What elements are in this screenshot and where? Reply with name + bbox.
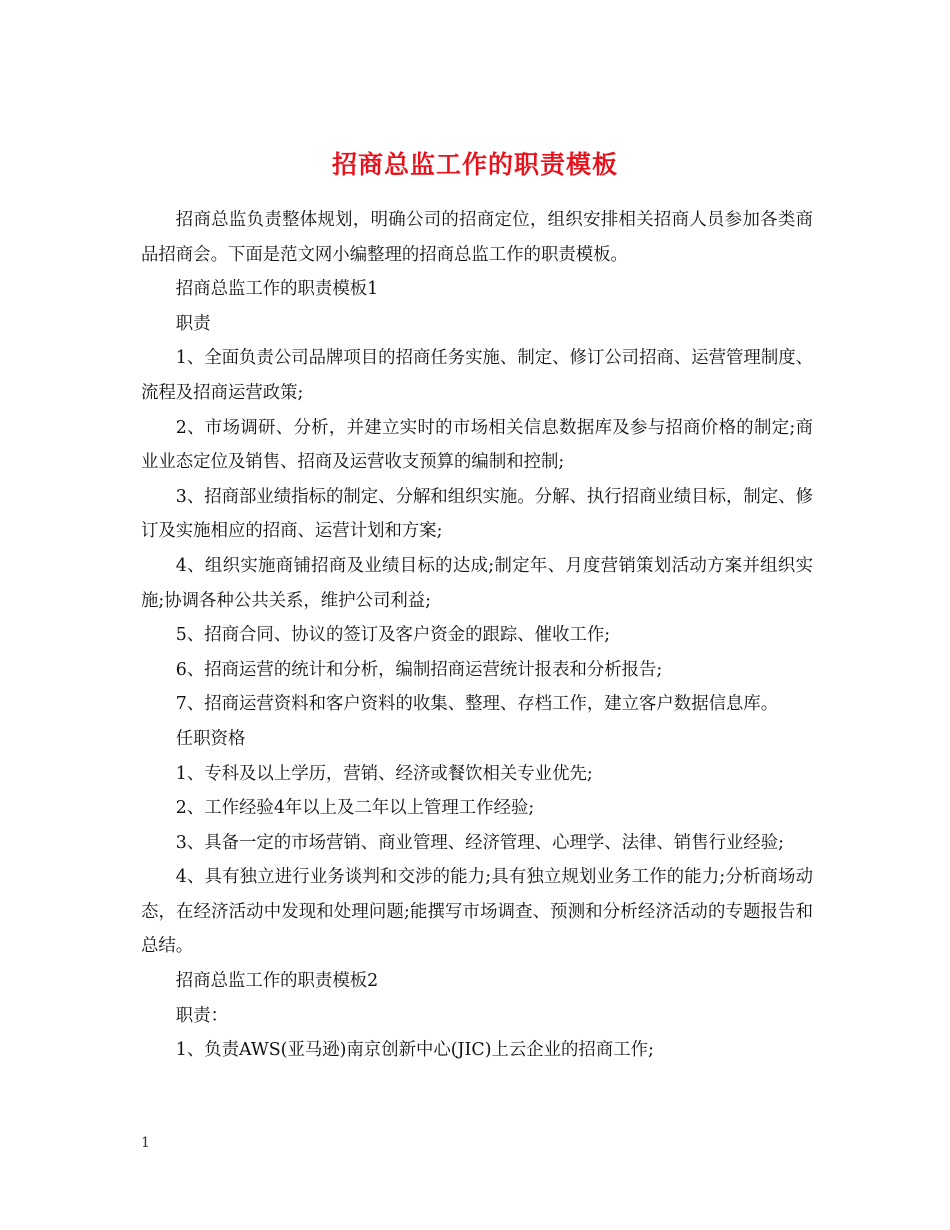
duty-item: 6、招商运营的统计和分析，编制招商运营统计报表和分析报告;	[175, 659, 663, 680]
duty-item: 4、组织实施商铺招商及业绩目标的达成;制定年、月度营销策划活动方案并组织实施;协调各种公共关系，维护公司利益;	[141, 555, 813, 611]
duty-item: 1、全面负责公司品牌项目的招商任务实施、制定、修订公司招商、运营管理制度、流程及招商运营政策;	[141, 348, 813, 403]
duty-item: 3、招商部业绩指标的制定、分解和组织实施。分解、执行招商业绩目标，制定、修订及实施相应的招商、运营计划和方案;	[141, 486, 813, 542]
document-body	[141, 203, 813, 1068]
section-heading-template-2: 招商总监工作的职责模板2	[175, 971, 379, 992]
qualification-item: 1、专科及以上学历，营销、经济或餐饮相关专业优先;	[175, 763, 593, 784]
qualification-item: 3、具备一定的市场营销、商业管理、经济管理、心理学、法律、销售行业经验;	[175, 832, 785, 853]
document-title: 招商总监工作的职责模板	[331, 149, 618, 179]
duty-item: 2、市场调研、分析，并建立实时的市场相关信息数据库及参与招商价格的制定;商业业态定位及销售、招商及运营收支预算的编制和控制;	[141, 417, 813, 473]
intro-paragraph: 招商总监负责整体规划，明确公司的招商定位，组织安排相关招商人员参加各类商品招商会。下面是范文网小编整理的招商总监工作的职责模板。	[141, 210, 813, 265]
duty-item: 1、负责AWS(亚马逊)南京创新中心(JIC)上云企业的招商工作;	[175, 1040, 654, 1061]
subheading-qualifications: 任职资格	[175, 728, 246, 749]
page-number: 1	[141, 1135, 150, 1151]
duty-item: 7、招商运营资料和客户资料的收集、整理、存档工作，建立客户数据信息库。	[175, 694, 779, 715]
subheading-duties: 职责	[175, 313, 211, 334]
qualification-item: 2、工作经验4年以上及二年以上管理工作经验;	[175, 798, 535, 819]
subheading-duties-2: 职责：	[175, 1005, 228, 1026]
section-heading-template-1: 招商总监工作的职责模板1	[175, 279, 379, 300]
duty-item: 5、招商合同、协议的签订及客户资金的跟踪、催收工作;	[175, 625, 611, 646]
qualification-item: 4、具有独立进行业务谈判和交涉的能力;具有独立规划业务工作的能力;分析商场动态，在经济活动中发现和处理问题;能撰写市场调查、预测和分析经济活动的专题报告和总结。	[141, 867, 813, 957]
